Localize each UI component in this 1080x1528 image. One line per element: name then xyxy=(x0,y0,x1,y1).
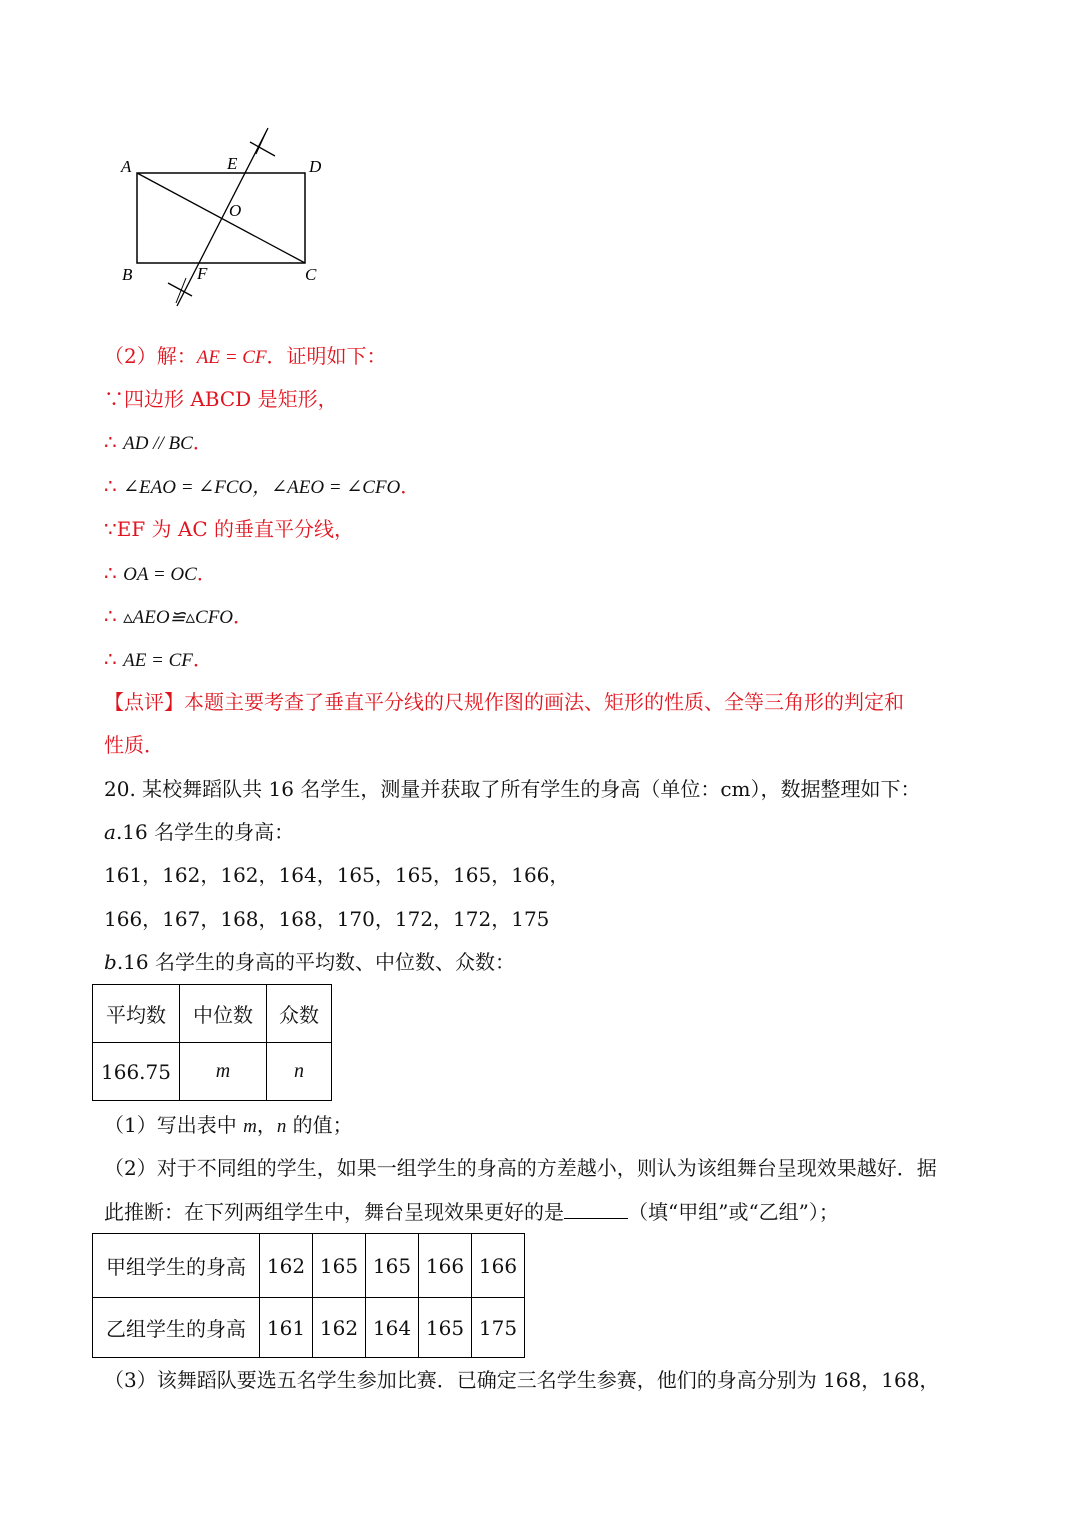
sub1-text: （1）写出表中 xyxy=(104,1113,244,1137)
table-cell: 162 xyxy=(260,1234,313,1298)
row-label-group-b: 乙组学生的身高 xyxy=(93,1298,260,1358)
value-mean: 166.75 xyxy=(93,1043,180,1101)
table-cell: 166 xyxy=(472,1234,525,1298)
header-mean: 平均数 xyxy=(93,985,180,1043)
table-row xyxy=(93,1043,332,1101)
label-d: D xyxy=(309,157,322,176)
header-median: 中位数 xyxy=(180,985,267,1043)
var-m: m xyxy=(243,1116,257,1137)
value-median: m xyxy=(180,1043,267,1101)
therefore-symbol: ∴ xyxy=(104,474,117,498)
question-20-stem: 20. 某校舞蹈队共 16 名学生，测量并获取了所有学生的身高（单位：cm），数据整理如下： xyxy=(104,777,921,801)
table-row xyxy=(93,1298,525,1358)
answer-blank[interactable] xyxy=(564,1198,628,1219)
separator: ， xyxy=(256,1113,277,1137)
period: ． xyxy=(192,647,213,671)
period: ． xyxy=(400,474,421,498)
part-a-text: .16 名学生的身高： xyxy=(115,820,295,844)
part-b-heading xyxy=(104,949,515,975)
heights-line-1: 161，162，162，164，165，165，165，166， xyxy=(104,863,570,887)
solution-line-angles xyxy=(104,473,420,501)
sub1-tail: 的值； xyxy=(286,1113,353,1137)
period: ． xyxy=(192,430,213,454)
part-b-text: .16 名学生的身高的平均数、中位数、众数： xyxy=(116,950,515,974)
math-ae-cf: AE = CF xyxy=(196,347,267,368)
sub-question-2-line-2 xyxy=(104,1198,839,1225)
solution-line-parallel xyxy=(104,429,213,457)
label-f: F xyxy=(197,264,208,283)
sub-question-3: （3）该舞蹈队要选五名学生参加比赛．已确定三名学生参赛，他们的身高分别为 168，168， xyxy=(104,1368,940,1392)
therefore-symbol: ∴ xyxy=(104,647,117,671)
solution-line-conclusion xyxy=(104,646,213,674)
stats-table xyxy=(92,984,332,1101)
math-ad-bc: AD // BC xyxy=(123,433,193,454)
arc-mark-top xyxy=(250,142,275,156)
label-c: C xyxy=(305,265,317,284)
row-label-group-a: 甲组学生的身高 xyxy=(93,1234,260,1298)
table-cell: 165 xyxy=(313,1234,366,1298)
table-cell: 162 xyxy=(313,1298,366,1358)
therefore-symbol: ∴ xyxy=(104,604,117,628)
table-cell: 165 xyxy=(366,1234,419,1298)
solution-suffix: ．证明如下： xyxy=(266,344,387,368)
therefore-symbol: ∴ xyxy=(104,430,117,454)
sub2-tail: （填“甲组”或“乙组”）； xyxy=(628,1200,839,1224)
part-a-heading xyxy=(104,819,294,845)
solution-line-rectangle: ∵四边形 ABCD 是矩形， xyxy=(104,387,338,411)
letter-a: a xyxy=(104,820,116,844)
solution-line-oa-oc xyxy=(104,560,217,588)
comment-line-2: 性质． xyxy=(104,733,164,757)
math-oa-oc: OA = OC xyxy=(123,564,197,585)
math-congruent: ▵AEO≌▵CFO xyxy=(123,607,234,628)
table-cell: 166 xyxy=(419,1234,472,1298)
header-mode: 众数 xyxy=(267,985,332,1043)
period: ． xyxy=(196,561,217,585)
table-cell: 175 xyxy=(472,1298,525,1358)
group-heights-table xyxy=(92,1233,525,1358)
value-mode: n xyxy=(267,1043,332,1101)
period: ． xyxy=(233,604,254,628)
label-e: E xyxy=(227,154,238,173)
heights-line-2: 166，167，168，168，170，172，172，175 xyxy=(104,907,550,931)
bisector-ef xyxy=(177,128,268,306)
sub-question-1 xyxy=(104,1112,353,1140)
sub2-text: 此推断：在下列两组学生中，舞台呈现效果更好的是 xyxy=(104,1200,564,1224)
letter-b: b xyxy=(104,950,117,974)
table-row xyxy=(93,985,332,1043)
solution-line-congruent xyxy=(104,603,253,631)
comment-line-1: 【点评】本题主要考查了垂直平分线的尺规作图的画法、矩形的性质、全等三角形的判定和 xyxy=(104,690,904,714)
label-b: B xyxy=(122,265,133,284)
label-a: A xyxy=(121,157,132,176)
table-cell: 164 xyxy=(366,1298,419,1358)
var-n: n xyxy=(276,1116,287,1137)
rectangle-construction-figure xyxy=(110,118,350,318)
math-ae-cf-final: AE = CF xyxy=(123,650,193,671)
table-cell: 161 xyxy=(260,1298,313,1358)
diagonal-ac xyxy=(137,173,305,263)
table-row xyxy=(93,1234,525,1298)
therefore-symbol: ∴ xyxy=(104,561,117,585)
solution-part2-header xyxy=(104,343,387,371)
label-o: O xyxy=(229,201,242,220)
solution-prefix: （2）解： xyxy=(104,344,197,368)
solution-line-bisector: ∵EF 为 AC 的垂直平分线， xyxy=(104,517,355,541)
math-angles: ∠EAO = ∠FCO，∠AEO = ∠CFO xyxy=(123,477,401,498)
sub-question-2-line-1: （2）对于不同组的学生，如果一组学生的身高的方差越小，则认为该组舞台呈现效果越好．据 xyxy=(104,1156,937,1180)
table-cell: 165 xyxy=(419,1298,472,1358)
